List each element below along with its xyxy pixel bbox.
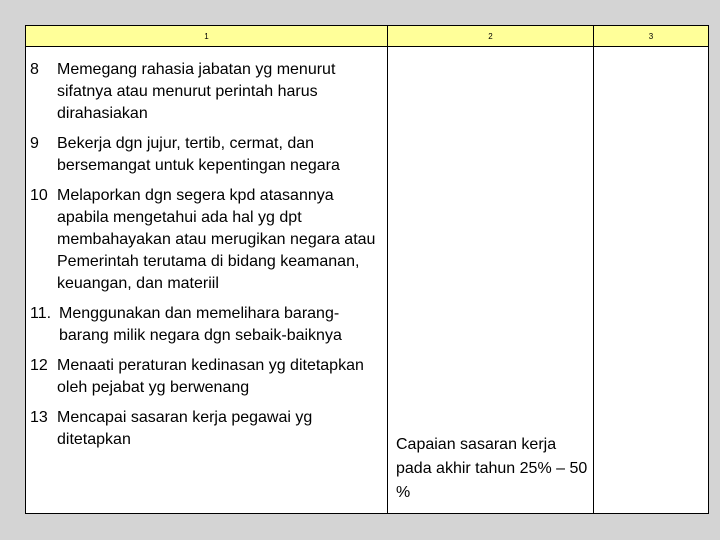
item-number: 13 bbox=[30, 409, 48, 426]
item-text: Mencapai sasaran kerja pegawai yg ditetapkan bbox=[57, 409, 313, 448]
col-1-cell bbox=[26, 47, 388, 514]
col-2-cell bbox=[388, 47, 594, 514]
item-list bbox=[26, 47, 387, 451]
list-item bbox=[26, 407, 387, 451]
item-number: 8 bbox=[30, 61, 39, 78]
list-item bbox=[26, 185, 387, 295]
discipline-table bbox=[25, 25, 709, 514]
header-row bbox=[26, 26, 709, 47]
header-col-1: 1 bbox=[26, 26, 388, 47]
header-col-3: 3 bbox=[594, 26, 709, 47]
item-number: 11. bbox=[30, 305, 52, 322]
col-3-cell bbox=[594, 47, 709, 514]
item-text: Melaporkan dgn segera kpd atasannya apabila mengetahui ada hal yg dpt membahayakan atau merugikan negara atau Pemerintah terutama di bidang keamanan, keuangan, dan materiil bbox=[57, 187, 376, 292]
list-item bbox=[26, 59, 387, 125]
target-note: Capaian sasaran kerja pada akhir tahun 25% – 50 % bbox=[396, 436, 588, 501]
list-item bbox=[26, 303, 387, 347]
item-text: Memegang rahasia jabatan yg menurut sifatnya atau menurut perintah harus dirahasiakan bbox=[57, 61, 336, 122]
item-number: 9 bbox=[30, 135, 39, 152]
item-text: Bekerja dgn jujur, tertib, cermat, dan bersemangat untuk kepentingan negara bbox=[57, 135, 340, 174]
list-item bbox=[26, 133, 387, 177]
item-text: Menaati peraturan kedinasan yg ditetapkan oleh pejabat yg berwenang bbox=[57, 357, 364, 396]
item-number: 12 bbox=[30, 357, 48, 374]
header-col-2: 2 bbox=[388, 26, 594, 47]
item-number: 10 bbox=[30, 187, 48, 204]
body-row bbox=[26, 47, 709, 514]
item-text: Menggunakan dan memelihara barang-barang milik negara dgn sebaik-baiknya bbox=[59, 305, 342, 344]
list-item bbox=[26, 355, 387, 399]
